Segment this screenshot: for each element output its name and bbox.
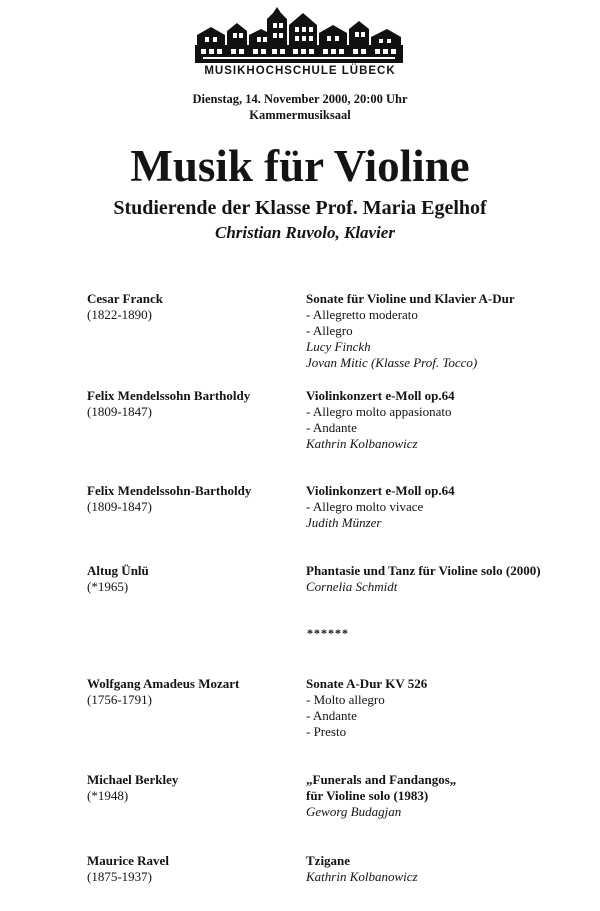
work-block [306, 483, 596, 531]
composer-name: Michael Berkley [87, 772, 179, 787]
performer: Kathrin Kolbanowicz [306, 869, 418, 884]
performer: Cornelia Schmidt [306, 579, 398, 594]
composer-name: Felix Mendelssohn Bartholdy [87, 388, 251, 403]
composer-years: (*1965) [87, 579, 129, 594]
composer-block [87, 563, 292, 595]
work-block [306, 676, 596, 740]
movement: - Allegro molto appasionato [306, 404, 452, 419]
composer-block [87, 483, 292, 515]
movement: - Andante [306, 420, 357, 435]
page-title: Musik für Violine [130, 141, 470, 191]
work-title: Phantasie und Tanz für Violine solo (2000) [306, 563, 541, 578]
work-title: Violinkonzert e-Moll op.64 [306, 483, 455, 498]
intermission-marker: ****** [307, 626, 349, 640]
composer-block [87, 772, 292, 804]
composer-block [87, 676, 292, 708]
movement: - Andante [306, 708, 357, 723]
work-block [306, 563, 596, 595]
composer-block [87, 291, 292, 323]
work-title: Violinkonzert e-Moll op.64 [306, 388, 455, 403]
work-title: Sonate A-Dur KV 526 [306, 676, 428, 691]
composer-block [87, 388, 292, 420]
composer-years: (1756-1791) [87, 692, 152, 707]
work-subtitle: für Violine solo (1983) [306, 788, 429, 803]
work-block [306, 772, 596, 820]
work-block [306, 853, 596, 885]
composer-years: (1809-1847) [87, 404, 152, 419]
work-title: Sonate für Violine und Klavier A-Dur [306, 291, 515, 306]
composer-name: Altug Ünlü [87, 563, 149, 578]
work-title: „Funerals and Fandangos„ [306, 772, 457, 787]
performer: Judith Münzer [306, 515, 382, 530]
work-title: Tzigane [306, 853, 351, 868]
movement: - Molto allegro [306, 692, 385, 707]
movement: - Allegro molto vivace [306, 499, 424, 514]
movement: - Presto [306, 724, 347, 739]
performer: Jovan Mitic (Klasse Prof. Tocco) [306, 355, 478, 370]
composer-years: (1822-1890) [87, 307, 152, 322]
page-subtitle: Studierende der Klasse Prof. Maria Egelhof [113, 197, 487, 219]
school-logo-houses-icon [193, 5, 405, 65]
performer: Geworg Budagjan [306, 804, 402, 819]
composer-years: (1809-1847) [87, 499, 152, 514]
composer-name: Felix Mendelssohn-Bartholdy [87, 483, 252, 498]
composer-name: Wolfgang Amadeus Mozart [87, 676, 240, 691]
performer: Lucy Finckh [306, 339, 371, 354]
concert-venue: Kammermusiksaal [249, 108, 351, 122]
composer-name: Cesar Franck [87, 291, 163, 306]
pianist-credit: Christian Ruvolo, Klavier [215, 223, 395, 242]
composer-name: Maurice Ravel [87, 853, 169, 868]
school-name: MUSIKHOCHSCHULE LÜBECK [204, 65, 396, 77]
work-block [306, 291, 596, 371]
movement: - Allegro [306, 323, 353, 338]
composer-years: (1875-1937) [87, 869, 152, 884]
performer: Kathrin Kolbanowicz [306, 436, 418, 451]
concert-date: Dienstag, 14. November 2000, 20:00 Uhr [192, 92, 408, 106]
movement: - Allegretto moderato [306, 307, 418, 322]
work-block [306, 388, 596, 452]
composer-years: (*1948) [87, 788, 129, 803]
composer-block [87, 853, 292, 885]
